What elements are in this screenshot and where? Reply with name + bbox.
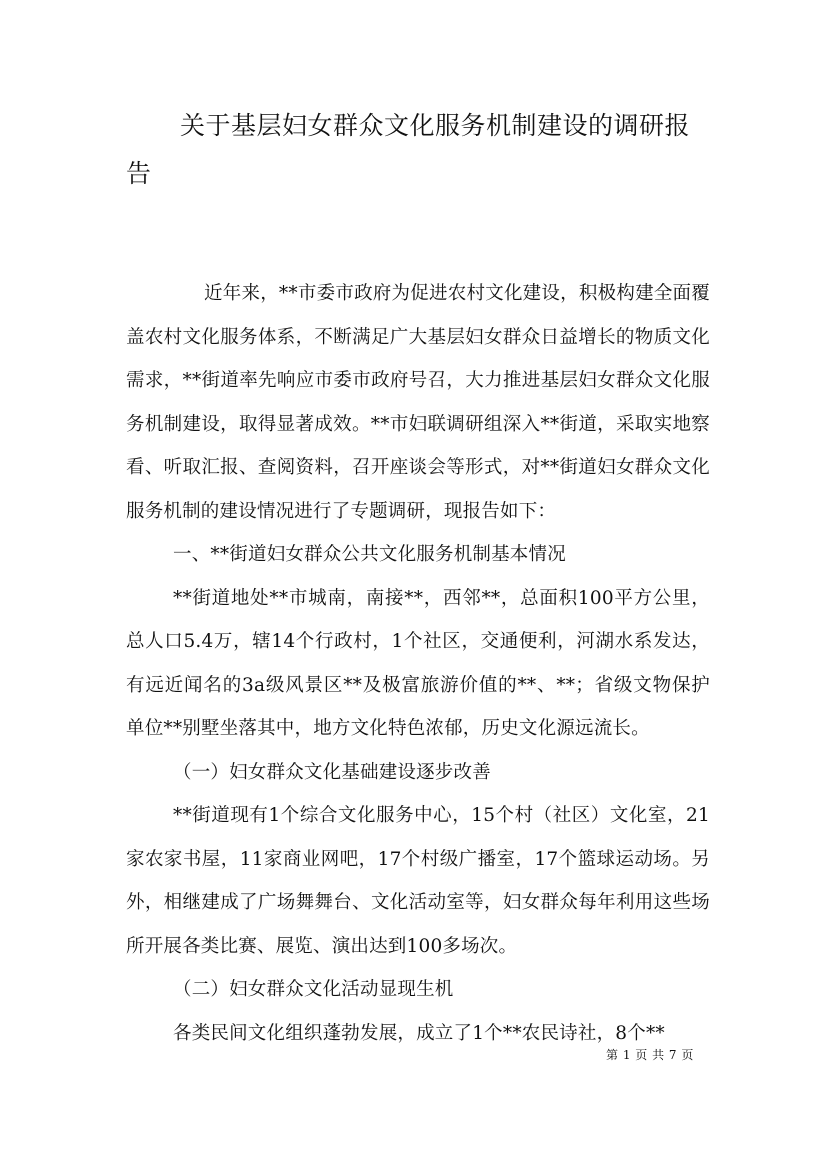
infrastructure-paragraph: **街道现有1个综合文化服务中心，15个村（社区）文化室，21家农家书屋，11家商业网吧，17个村级广播室，17个篮球运动场。另外，相继建成了广场舞舞台、文化活动室等，妇女群众每年利用这些场所开展各类比赛、展览、演出达到100多场次。 bbox=[126, 805, 710, 957]
document-title: 关于基层妇女群众文化服务机制建设的调研报告 bbox=[126, 111, 691, 188]
overview-paragraph: **街道地处**市城南，南接**，西邻**，总面积100平方公里，总人口5.4万，辖14个行政村，1个社区，交通便利，河湖水系发达，有远近闻名的3a级风景区**及极富旅游价值的**、**；省级文物保护单位**别墅坐落其中，地方文化特色浓郁，历史文化源远流长。 bbox=[126, 587, 710, 739]
subsection-heading-2: （二）妇女群众文化活动显现生机 bbox=[173, 979, 454, 1000]
page-number: 第 1 页 共 7 页 bbox=[606, 1048, 694, 1062]
activities-paragraph: 各类民间文化组织蓬勃发展，成立了1个**农民诗社，8个** bbox=[173, 1022, 665, 1044]
section-heading: 一、**街道妇女群众公共文化服务机制基本情况 bbox=[173, 544, 566, 565]
document-body bbox=[126, 272, 710, 1055]
subsection-heading-1: （一）妇女群众文化基础建设逐步改善 bbox=[173, 761, 491, 783]
intro-paragraph: 近年来，**市委市政府为促进农村文化建设，积极构建全面覆盖农村文化服务体系，不断满足广大基层妇女群众日益增长的物质文化需求，**街道率先响应市委市政府号召，大力推进基层妇女群众文化服务机制建设，取得显著成效。**市妇联调研组深入**街道，采取实地察看、听取汇报、查阅资料，召开座谈会等形式，对**街道妇女群众文化服务机制的建设情况进行了专题调研，现报告如下： bbox=[126, 283, 710, 522]
